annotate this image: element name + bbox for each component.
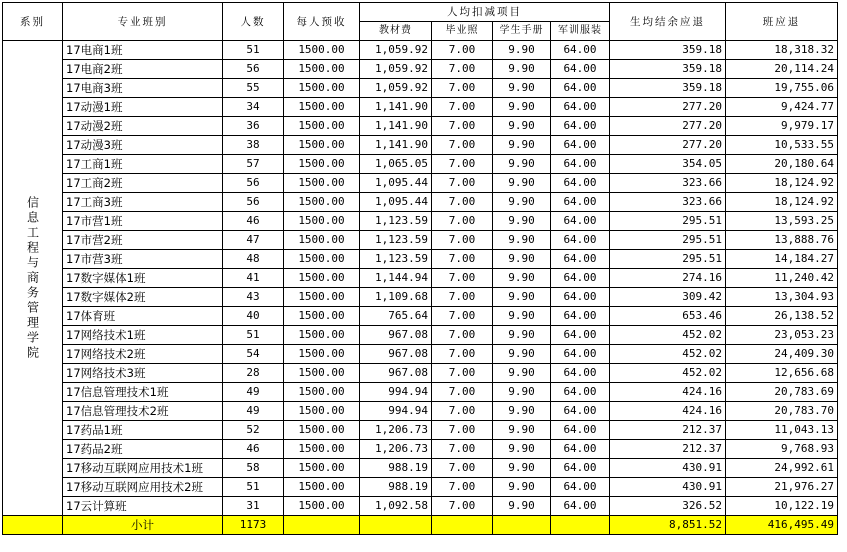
refund-per-student: 359.18 [610, 60, 726, 79]
header-refund-class: 班应退 [726, 3, 838, 41]
header-handbook: 学生手册 [493, 22, 551, 41]
refund-per-student: 323.66 [610, 193, 726, 212]
refund-per-student: 359.18 [610, 41, 726, 60]
refund-class-total: 21,976.27 [726, 478, 838, 497]
refund-per-student: 424.16 [610, 402, 726, 421]
photo-fee: 7.00 [432, 41, 493, 60]
refund-per-student: 295.51 [610, 231, 726, 250]
table-row [3, 250, 838, 269]
photo-fee: 7.00 [432, 193, 493, 212]
prepay-amount: 1500.00 [284, 497, 360, 516]
subtotal-row [3, 516, 838, 535]
student-count: 47 [223, 231, 284, 250]
prepay-amount: 1500.00 [284, 174, 360, 193]
class-name: 17市营1班 [63, 212, 223, 231]
refund-per-student: 430.91 [610, 459, 726, 478]
header-dept: 系别 [3, 3, 63, 41]
student-count: 28 [223, 364, 284, 383]
handbook-fee: 9.90 [493, 326, 551, 345]
photo-fee: 7.00 [432, 440, 493, 459]
student-count: 51 [223, 41, 284, 60]
uniform-fee: 64.00 [551, 478, 610, 497]
refund-class-total: 13,304.93 [726, 288, 838, 307]
handbook-fee: 9.90 [493, 117, 551, 136]
textbook-fee: 1,141.90 [360, 98, 432, 117]
handbook-fee: 9.90 [493, 231, 551, 250]
prepay-amount: 1500.00 [284, 307, 360, 326]
class-name: 17工商2班 [63, 174, 223, 193]
textbook-fee: 967.08 [360, 364, 432, 383]
class-name: 17动漫2班 [63, 117, 223, 136]
header-count: 人数 [223, 3, 284, 41]
class-name: 17药品1班 [63, 421, 223, 440]
photo-fee: 7.00 [432, 231, 493, 250]
refund-class-total: 20,180.64 [726, 155, 838, 174]
table-row [3, 478, 838, 497]
refund-class-total: 9,424.77 [726, 98, 838, 117]
class-name: 17工商1班 [63, 155, 223, 174]
prepay-amount: 1500.00 [284, 288, 360, 307]
refund-class-total: 23,053.23 [726, 326, 838, 345]
textbook-fee: 1,095.44 [360, 193, 432, 212]
class-name: 17移动互联网应用技术2班 [63, 478, 223, 497]
refund-class-total: 24,409.30 [726, 345, 838, 364]
prepay-amount: 1500.00 [284, 212, 360, 231]
prepay-amount: 1500.00 [284, 60, 360, 79]
student-count: 43 [223, 288, 284, 307]
refund-per-student: 653.46 [610, 307, 726, 326]
prepay-amount: 1500.00 [284, 117, 360, 136]
refund-class-total: 26,138.52 [726, 307, 838, 326]
uniform-fee: 64.00 [551, 440, 610, 459]
photo-fee: 7.00 [432, 383, 493, 402]
table-row [3, 193, 838, 212]
student-count: 40 [223, 307, 284, 326]
refund-per-student: 354.05 [610, 155, 726, 174]
uniform-fee: 64.00 [551, 269, 610, 288]
photo-fee: 7.00 [432, 497, 493, 516]
prepay-amount: 1500.00 [284, 136, 360, 155]
handbook-fee: 9.90 [493, 269, 551, 288]
refund-class-total: 9,979.17 [726, 117, 838, 136]
handbook-fee: 9.90 [493, 440, 551, 459]
uniform-fee: 64.00 [551, 250, 610, 269]
class-name: 17云计算班 [63, 497, 223, 516]
table-row [3, 440, 838, 459]
photo-fee: 7.00 [432, 155, 493, 174]
subtotal-empty-dept [3, 516, 63, 535]
table-row [3, 421, 838, 440]
refund-per-student: 212.37 [610, 440, 726, 459]
refund-per-student: 452.02 [610, 326, 726, 345]
table-row [3, 288, 838, 307]
prepay-amount: 1500.00 [284, 231, 360, 250]
table-row [3, 269, 838, 288]
handbook-fee: 9.90 [493, 136, 551, 155]
table-row [3, 345, 838, 364]
student-count: 46 [223, 212, 284, 231]
textbook-fee: 1,144.94 [360, 269, 432, 288]
photo-fee: 7.00 [432, 117, 493, 136]
textbook-fee: 1,059.92 [360, 60, 432, 79]
table-row [3, 136, 838, 155]
student-count: 49 [223, 383, 284, 402]
student-count: 51 [223, 326, 284, 345]
prepay-amount: 1500.00 [284, 440, 360, 459]
refund-class-total: 10,122.19 [726, 497, 838, 516]
refund-class-total: 9,768.93 [726, 440, 838, 459]
table-row [3, 212, 838, 231]
table-row [3, 231, 838, 250]
prepay-amount: 1500.00 [284, 79, 360, 98]
photo-fee: 7.00 [432, 307, 493, 326]
textbook-fee: 1,206.73 [360, 421, 432, 440]
refund-per-student: 277.20 [610, 117, 726, 136]
textbook-fee: 994.94 [360, 402, 432, 421]
student-count: 54 [223, 345, 284, 364]
handbook-fee: 9.90 [493, 98, 551, 117]
refund-class-total: 18,124.92 [726, 193, 838, 212]
refund-per-student: 212.37 [610, 421, 726, 440]
handbook-fee: 9.90 [493, 155, 551, 174]
uniform-fee: 64.00 [551, 174, 610, 193]
student-count: 56 [223, 174, 284, 193]
refund-per-student: 424.16 [610, 383, 726, 402]
refund-per-student: 274.16 [610, 269, 726, 288]
photo-fee: 7.00 [432, 421, 493, 440]
handbook-fee: 9.90 [493, 41, 551, 60]
student-count: 41 [223, 269, 284, 288]
handbook-fee: 9.90 [493, 345, 551, 364]
table-row [3, 155, 838, 174]
textbook-fee: 765.64 [360, 307, 432, 326]
textbook-fee: 1,095.44 [360, 174, 432, 193]
class-name: 17信息管理技术1班 [63, 383, 223, 402]
textbook-fee: 1,092.58 [360, 497, 432, 516]
uniform-fee: 64.00 [551, 383, 610, 402]
handbook-fee: 9.90 [493, 288, 551, 307]
student-count: 55 [223, 79, 284, 98]
textbook-fee: 988.19 [360, 459, 432, 478]
photo-fee: 7.00 [432, 345, 493, 364]
uniform-fee: 64.00 [551, 421, 610, 440]
prepay-amount: 1500.00 [284, 155, 360, 174]
handbook-fee: 9.90 [493, 307, 551, 326]
prepay-amount: 1500.00 [284, 41, 360, 60]
textbook-fee: 1,123.59 [360, 212, 432, 231]
prepay-amount: 1500.00 [284, 98, 360, 117]
refund-per-student: 295.51 [610, 212, 726, 231]
class-name: 17市营3班 [63, 250, 223, 269]
uniform-fee: 64.00 [551, 155, 610, 174]
student-count: 46 [223, 440, 284, 459]
refund-per-student: 277.20 [610, 136, 726, 155]
photo-fee: 7.00 [432, 174, 493, 193]
class-name: 17电商3班 [63, 79, 223, 98]
textbook-fee: 1,065.05 [360, 155, 432, 174]
subtotal-refund-per: 8,851.52 [610, 516, 726, 535]
refund-class-total: 11,043.13 [726, 421, 838, 440]
refund-per-student: 323.66 [610, 174, 726, 193]
textbook-fee: 967.08 [360, 326, 432, 345]
table-row [3, 41, 838, 60]
subtotal-empty [432, 516, 493, 535]
photo-fee: 7.00 [432, 269, 493, 288]
class-name: 17体育班 [63, 307, 223, 326]
refund-class-total: 20,783.70 [726, 402, 838, 421]
subtotal-empty [551, 516, 610, 535]
refund-per-student: 277.20 [610, 98, 726, 117]
refund-class-total: 20,114.24 [726, 60, 838, 79]
student-count: 52 [223, 421, 284, 440]
photo-fee: 7.00 [432, 288, 493, 307]
handbook-fee: 9.90 [493, 250, 551, 269]
class-name: 17动漫3班 [63, 136, 223, 155]
refund-per-student: 309.42 [610, 288, 726, 307]
class-name: 17药品2班 [63, 440, 223, 459]
uniform-fee: 64.00 [551, 60, 610, 79]
prepay-amount: 1500.00 [284, 402, 360, 421]
student-count: 57 [223, 155, 284, 174]
photo-fee: 7.00 [432, 136, 493, 155]
photo-fee: 7.00 [432, 212, 493, 231]
handbook-fee: 9.90 [493, 402, 551, 421]
photo-fee: 7.00 [432, 79, 493, 98]
class-name: 17网络技术3班 [63, 364, 223, 383]
handbook-fee: 9.90 [493, 79, 551, 98]
department-name: 信息工程与商务管理学院 [3, 41, 63, 516]
uniform-fee: 64.00 [551, 117, 610, 136]
textbook-fee: 1,109.68 [360, 288, 432, 307]
table-row [3, 60, 838, 79]
textbook-fee: 1,059.92 [360, 79, 432, 98]
refund-class-total: 24,992.61 [726, 459, 838, 478]
refund-class-total: 14,184.27 [726, 250, 838, 269]
photo-fee: 7.00 [432, 60, 493, 79]
table-row [3, 383, 838, 402]
photo-fee: 7.00 [432, 250, 493, 269]
prepay-amount: 1500.00 [284, 193, 360, 212]
textbook-fee: 1,123.59 [360, 231, 432, 250]
class-name: 17市营2班 [63, 231, 223, 250]
class-name: 17动漫1班 [63, 98, 223, 117]
student-count: 34 [223, 98, 284, 117]
refund-per-student: 452.02 [610, 345, 726, 364]
refund-per-student: 359.18 [610, 79, 726, 98]
table-row [3, 174, 838, 193]
prepay-amount: 1500.00 [284, 326, 360, 345]
prepay-amount: 1500.00 [284, 421, 360, 440]
table-row [3, 307, 838, 326]
photo-fee: 7.00 [432, 402, 493, 421]
handbook-fee: 9.90 [493, 60, 551, 79]
student-count: 31 [223, 497, 284, 516]
handbook-fee: 9.90 [493, 212, 551, 231]
class-name: 17电商1班 [63, 41, 223, 60]
table-row [3, 98, 838, 117]
refund-class-total: 20,783.69 [726, 383, 838, 402]
refund-class-total: 12,656.68 [726, 364, 838, 383]
photo-fee: 7.00 [432, 478, 493, 497]
subtotal-count: 1173 [223, 516, 284, 535]
textbook-fee: 994.94 [360, 383, 432, 402]
student-count: 36 [223, 117, 284, 136]
uniform-fee: 64.00 [551, 326, 610, 345]
header-refund-per: 生均结余应退 [610, 3, 726, 41]
prepay-amount: 1500.00 [284, 383, 360, 402]
subtotal-label: 小计 [63, 516, 223, 535]
table-row [3, 459, 838, 478]
prepay-amount: 1500.00 [284, 478, 360, 497]
textbook-fee: 1,141.90 [360, 117, 432, 136]
uniform-fee: 64.00 [551, 497, 610, 516]
class-name: 17工商3班 [63, 193, 223, 212]
handbook-fee: 9.90 [493, 497, 551, 516]
class-name: 17数字媒体2班 [63, 288, 223, 307]
uniform-fee: 64.00 [551, 212, 610, 231]
photo-fee: 7.00 [432, 459, 493, 478]
handbook-fee: 9.90 [493, 478, 551, 497]
header-prepay: 每人预收 [284, 3, 360, 41]
refund-class-total: 13,888.76 [726, 231, 838, 250]
uniform-fee: 64.00 [551, 402, 610, 421]
table-row [3, 117, 838, 136]
class-name: 17网络技术2班 [63, 345, 223, 364]
student-count: 48 [223, 250, 284, 269]
textbook-fee: 1,123.59 [360, 250, 432, 269]
prepay-amount: 1500.00 [284, 345, 360, 364]
uniform-fee: 64.00 [551, 98, 610, 117]
refund-class-total: 18,124.92 [726, 174, 838, 193]
handbook-fee: 9.90 [493, 364, 551, 383]
refund-class-total: 13,593.25 [726, 212, 838, 231]
uniform-fee: 64.00 [551, 79, 610, 98]
prepay-amount: 1500.00 [284, 250, 360, 269]
header-deduct-group: 人均扣减项目 [360, 3, 610, 22]
student-count: 38 [223, 136, 284, 155]
table-row [3, 497, 838, 516]
header-class: 专业班别 [63, 3, 223, 41]
refund-class-total: 18,318.32 [726, 41, 838, 60]
photo-fee: 7.00 [432, 364, 493, 383]
class-name: 17数字媒体1班 [63, 269, 223, 288]
refund-per-student: 326.52 [610, 497, 726, 516]
refund-per-student: 295.51 [610, 250, 726, 269]
uniform-fee: 64.00 [551, 364, 610, 383]
student-count: 58 [223, 459, 284, 478]
textbook-fee: 1,206.73 [360, 440, 432, 459]
photo-fee: 7.00 [432, 98, 493, 117]
handbook-fee: 9.90 [493, 193, 551, 212]
student-count: 51 [223, 478, 284, 497]
student-count: 56 [223, 60, 284, 79]
header-textbook: 教材费 [360, 22, 432, 41]
class-name: 17移动互联网应用技术1班 [63, 459, 223, 478]
class-name: 17电商2班 [63, 60, 223, 79]
refund-class-total: 19,755.06 [726, 79, 838, 98]
table-row [3, 326, 838, 345]
uniform-fee: 64.00 [551, 288, 610, 307]
subtotal-empty [284, 516, 360, 535]
handbook-fee: 9.90 [493, 383, 551, 402]
table-row [3, 364, 838, 383]
refund-per-student: 430.91 [610, 478, 726, 497]
handbook-fee: 9.90 [493, 459, 551, 478]
uniform-fee: 64.00 [551, 231, 610, 250]
subtotal-empty [360, 516, 432, 535]
uniform-fee: 64.00 [551, 459, 610, 478]
uniform-fee: 64.00 [551, 307, 610, 326]
refund-per-student: 452.02 [610, 364, 726, 383]
prepay-amount: 1500.00 [284, 269, 360, 288]
prepay-amount: 1500.00 [284, 459, 360, 478]
refund-class-total: 11,240.42 [726, 269, 838, 288]
uniform-fee: 64.00 [551, 136, 610, 155]
student-count: 49 [223, 402, 284, 421]
uniform-fee: 64.00 [551, 193, 610, 212]
student-count: 56 [223, 193, 284, 212]
table-row [3, 402, 838, 421]
class-name: 17信息管理技术2班 [63, 402, 223, 421]
header-uniform: 军训服装 [551, 22, 610, 41]
header-photo: 毕业照 [432, 22, 493, 41]
uniform-fee: 64.00 [551, 41, 610, 60]
textbook-fee: 1,059.92 [360, 41, 432, 60]
handbook-fee: 9.90 [493, 174, 551, 193]
textbook-fee: 988.19 [360, 478, 432, 497]
handbook-fee: 9.90 [493, 421, 551, 440]
refund-class-total: 10,533.55 [726, 136, 838, 155]
class-name: 17网络技术1班 [63, 326, 223, 345]
refund-table [2, 2, 838, 535]
textbook-fee: 967.08 [360, 345, 432, 364]
photo-fee: 7.00 [432, 326, 493, 345]
prepay-amount: 1500.00 [284, 364, 360, 383]
subtotal-refund-class: 416,495.49 [726, 516, 838, 535]
textbook-fee: 1,141.90 [360, 136, 432, 155]
subtotal-empty [493, 516, 551, 535]
uniform-fee: 64.00 [551, 345, 610, 364]
table-row [3, 79, 838, 98]
